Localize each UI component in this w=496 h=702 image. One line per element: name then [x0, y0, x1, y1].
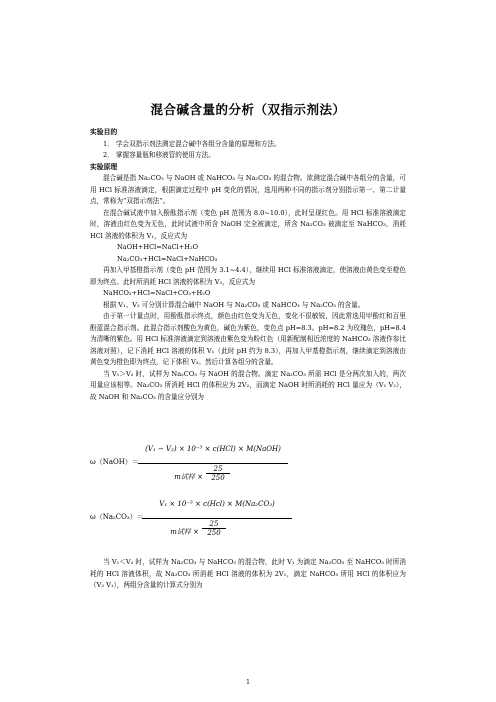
body-upper — [90, 127, 406, 403]
page-number: 1 — [246, 679, 250, 686]
paragraph-case-v1-greater: 当 V₁＞V₂ 时，试样为 Na₂CO₃ 与 NaOH 的混合物。滴定 Na₂CO₃ 所需 HCl 是分两次加入的，两次用量应该相等。Na₂CO₃ 所消耗 HCl 的体积应为 2V₂，而滴定 NaOH 时所消耗的 HCl 量应为（V₁ V₂），故 NaOH 和 Na₂CO₃ 的含量应分别为 — [90, 369, 406, 401]
formula-na2co3-numerator: V₁ × 10⁻³ × c(Hcl) × M(Na₂CO₃) — [159, 500, 275, 508]
paragraph-case-v1-less: 当 V₁＜V₂ 时，试样为 Na₂CO₃ 与 NaHCO₃ 的混合物，此时 V₁ 为滴定 Na₂CO₃ 至 NaHCO₃ 时所消耗的 HCl 溶液体积，故 Na₂CO₃ 所消耗 HCl 溶液的体积为 2V₁，滴定 NaHCO₃ 所用 HCl 的体积应为（V₂ V₁），两组分含量的计算式分别为 — [90, 558, 406, 589]
formula-na2co3-den-left: m试样 × — [170, 528, 199, 536]
formula-naoh-fraction-bar — [138, 463, 288, 464]
formula-na2co3-fraction-bar — [142, 518, 292, 519]
paragraph-methyl-orange: 再加入甲基橙指示剂（变色 pH 范围为 3.1~4.4），继续用 HCl 标准溶液滴定，使溶液由黄色变至橙色即为终点。此时所消耗 HCl 溶液的体积为 V₂，反应式为 — [90, 266, 406, 286]
reaction-equation-1: NaOH+HCl=NaCl+H₂O — [117, 243, 198, 251]
formula-na2co3-den-bottom: 250 — [207, 529, 221, 537]
paragraph-mixed-indicator: 由于第一计量点时，用酚酞指示终点，颜色由红色变为无色，变化不很敏锐，因此常选用甲酚红和百里酚蓝混合指示剂。此混合指示剂酸色为黄色，碱色为紫色，变色点 pH=8.3。pH=8.2 为玫瑰色，pH=8.4 为清晰的紫色。用 HCl 标准溶液滴定到溶液由紫色变为粉红色（用新配制相近浓度的 NaHCO₃ 溶液作参比溶液对照），记下消耗 HCl 溶液的体积 V₁（此时 pH 约为 8.3），再加入甲基橙指示剂，继续滴定到溶液由黄色变为橙色即为终点，记下体积 V₂。然后计算各组分的含量。 — [90, 312, 406, 366]
reaction-equation-3: NaHCO₃+HCl=NaCl+CO₂+H₂O — [103, 289, 211, 297]
paragraph-mixed-alkali: 混合碱是指 Na₂CO₃ 与 NaOH 或 NaHCO₃ 与 Na₂CO₃ 的混合物。欲测定混合碱中各组分的含量，可用 HCl 标准溶液滴定，根据滴定过程中 pH 变化的情况，选用两种不同的指示剂分别指示第一、第二计量点，常称为“双指示剂法”。 — [90, 174, 406, 205]
formula-naoh-numerator: (V₁ − V₂) × 10⁻³ × c(HCl) × M(NaOH) — [145, 445, 281, 453]
document-title: 混合碱含量的分析（双指示剂法） — [150, 102, 346, 117]
body-lower — [90, 557, 406, 592]
formula-naoh-label: ω（NaOH）＝ — [90, 458, 139, 466]
reaction-equation-2: Na₂CO₃+HCl=NaCl+NaHCO₃ — [117, 254, 218, 263]
paragraph-phenolphthalein: 在混合碱试液中加入酚酞指示剂（变色 pH 范围为 8.0~10.0），此时呈现红色。用 HCl 标准溶液滴定时，溶液由红色变为无色，此时试液中所含 NaOH 完全被滴定，所含 Na₂CO₃ 被滴定至 NaHCO₃，消耗 HCl 溶液的体积为 V₁，反应式为 — [90, 208, 406, 240]
formula-naoh-den-bottom: 250 — [211, 474, 225, 482]
formula-na2co3-label: ω（Na₂CO₃）＝ — [90, 513, 144, 521]
heading-principle: 实验原理 — [90, 162, 118, 171]
goal-item-1: 1． 学会双指示剂法测定混合碱中各组分含量的原理和方法。 — [103, 139, 281, 148]
formula-naoh-den-top: 25 — [213, 465, 223, 473]
paragraph-calc-basis: 根据 V₁、V₂ 可分别计算混合碱中 NaOH 与 Na₂CO₃ 或 NaHCO₃ 与 Na₂CO₃ 的含量。 — [103, 300, 365, 309]
formula-na2co3-den-top: 25 — [209, 520, 219, 528]
heading-goal: 实验目的 — [90, 128, 118, 136]
goal-item-2: 2． 掌握容量瓶和移液管的使用方法。 — [103, 151, 215, 159]
formula-naoh-den-left: m试样 × — [174, 473, 203, 481]
formula-naoh — [90, 443, 410, 487]
formula-na2co3 — [90, 498, 410, 542]
